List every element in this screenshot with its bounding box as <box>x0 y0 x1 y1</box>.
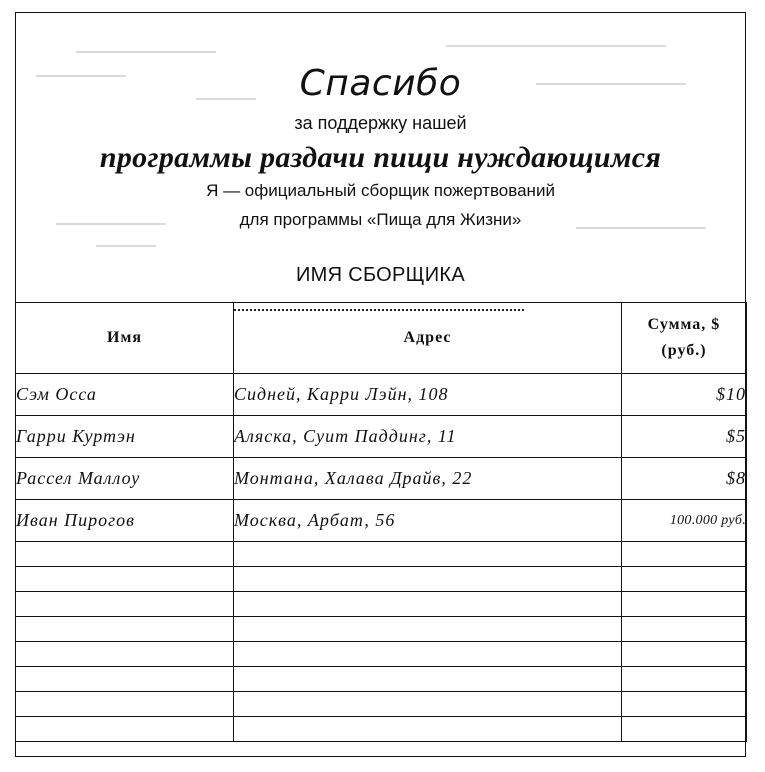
empty-cell <box>234 542 622 567</box>
empty-cell <box>16 692 234 717</box>
program-title: программы раздачи пищи нуждающимся <box>99 141 662 174</box>
empty-row <box>16 592 747 617</box>
program-name-text: для программы «Пища для Жизни» <box>239 210 522 229</box>
column-header-name: Имя <box>16 303 234 374</box>
empty-cell <box>16 717 234 742</box>
donor-address: Сидней, Карри Лэйн, 108 <box>234 374 622 416</box>
table-row <box>16 416 747 458</box>
donor-name: Гарри Куртэн <box>16 416 234 458</box>
empty-row <box>16 667 747 692</box>
empty-cell <box>622 642 747 667</box>
donations-table <box>15 302 747 742</box>
support-text: за поддержку нашей <box>294 113 467 133</box>
empty-cell <box>16 642 234 667</box>
donor-name: Рассел Маллоу <box>16 458 234 500</box>
empty-cell <box>622 617 747 642</box>
amount-header-line1: Сумма, $ <box>647 316 721 333</box>
table-header-row <box>16 303 747 374</box>
empty-cell <box>622 567 747 592</box>
thanks-heading: Спасибо <box>299 63 462 104</box>
donation-amount: $10 <box>622 374 747 416</box>
empty-cell <box>234 692 622 717</box>
empty-row <box>16 717 747 742</box>
donor-name: Сэм Осса <box>16 374 234 416</box>
donor-address: Москва, Арбат, 56 <box>234 500 622 542</box>
empty-row <box>16 617 747 642</box>
empty-row <box>16 542 747 567</box>
amount-header-line2: (руб.) <box>661 342 707 359</box>
donation-amount: $8 <box>622 458 747 500</box>
empty-cell <box>622 692 747 717</box>
empty-cell <box>234 567 622 592</box>
table-row <box>16 374 747 416</box>
empty-cell <box>234 717 622 742</box>
table-row <box>16 500 747 542</box>
empty-cell <box>234 592 622 617</box>
collector-name-field <box>234 309 524 311</box>
empty-row <box>16 692 747 717</box>
official-collector-text: Я — официальный сборщик пожертвований <box>206 181 555 200</box>
empty-cell <box>16 592 234 617</box>
empty-cell <box>16 542 234 567</box>
donor-name: Иван Пирогов <box>16 500 234 542</box>
empty-cell <box>622 542 747 567</box>
empty-cell <box>16 667 234 692</box>
form-header <box>16 13 745 301</box>
empty-cell <box>622 717 747 742</box>
column-header-address: Адрес <box>234 303 622 374</box>
donation-amount: $5 <box>622 416 747 458</box>
donation-form <box>15 12 746 757</box>
empty-cell <box>16 567 234 592</box>
empty-cell <box>622 592 747 617</box>
donor-address: Аляска, Суит Паддинг, 11 <box>234 416 622 458</box>
column-header-amount <box>622 303 747 374</box>
donation-amount: 100.000 руб. <box>622 500 747 542</box>
collector-name-label: ИМЯ СБОРЩИКА <box>296 264 465 286</box>
empty-row <box>16 567 747 592</box>
empty-cell <box>16 617 234 642</box>
empty-cell <box>234 667 622 692</box>
empty-cell <box>234 617 622 642</box>
table-row <box>16 458 747 500</box>
empty-row <box>16 642 747 667</box>
empty-cell <box>234 642 622 667</box>
donor-address: Монтана, Халава Драйв, 22 <box>234 458 622 500</box>
empty-cell <box>622 667 747 692</box>
